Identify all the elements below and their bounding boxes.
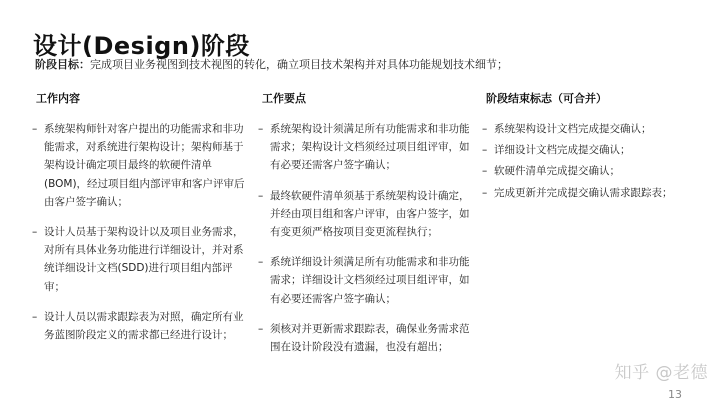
list-item: – 设计人员以需求跟踪表为对照，确定所有业务蓝图阶段定义的需求都已经进行设计；	[32, 308, 247, 344]
column-header: 工作要点	[262, 92, 306, 105]
column-work-points	[258, 90, 473, 368]
list-item: – 设计人员基于架构设计以及项目业务需求，对所有具体业务功能进行详细设计，并对系统详细设计文档(SDD)进行项目组内部评审；	[32, 223, 247, 296]
slide-title: 设计(Design)阶段	[33, 32, 250, 60]
stage-goal	[35, 56, 508, 72]
stage-goal-label: 阶段目标：	[35, 58, 90, 71]
column-end-criteria	[482, 90, 702, 205]
watermark: 知乎 @老德	[614, 363, 708, 383]
stage-goal-text: 完成项目业务视图到技术视图的转化，确立项目技术架构并对具体功能规划技术细节；	[90, 58, 508, 71]
list-item: – 最终软硬件清单须基于系统架构设计确定，并经由项目组和客户评审，由客户签字，如有变更须严格按项目变更流程执行；	[258, 187, 473, 242]
list-item: – 系统架构设计须满足所有功能需求和非功能需求；架构设计文档须经过项目组评审，如有必要还需客户签字确认；	[258, 120, 473, 175]
page-number: 13	[668, 388, 682, 401]
list-item: – 软硬件清单完成提交确认；	[482, 162, 702, 180]
list-item: – 完成更新并完成提交确认需求跟踪表；	[482, 184, 702, 202]
list-item: – 系统架构设计文档完成提交确认；	[482, 120, 702, 138]
list-item: – 系统架构师针对客户提出的功能需求和非功能需求，对系统进行架构设计；架构师基于架构设计确定项目最终的软硬件清单(BOM)，经过项目组内部评审和客户评审后由客户签字确认；	[32, 120, 247, 211]
column-header: 工作内容	[36, 92, 80, 105]
list-item: – 系统详细设计须满足所有功能需求和非功能需求；详细设计文档须经过项目组评审，如有必要还需客户签字确认；	[258, 253, 473, 308]
list-item: – 须核对并更新需求跟踪表，确保业务需求范围在设计阶段没有遗漏，也没有超出；	[258, 320, 473, 356]
column-work-content	[32, 90, 247, 356]
column-header: 阶段结束标志（可合并）	[486, 92, 607, 105]
list-item: – 详细设计文档完成提交确认；	[482, 141, 702, 159]
